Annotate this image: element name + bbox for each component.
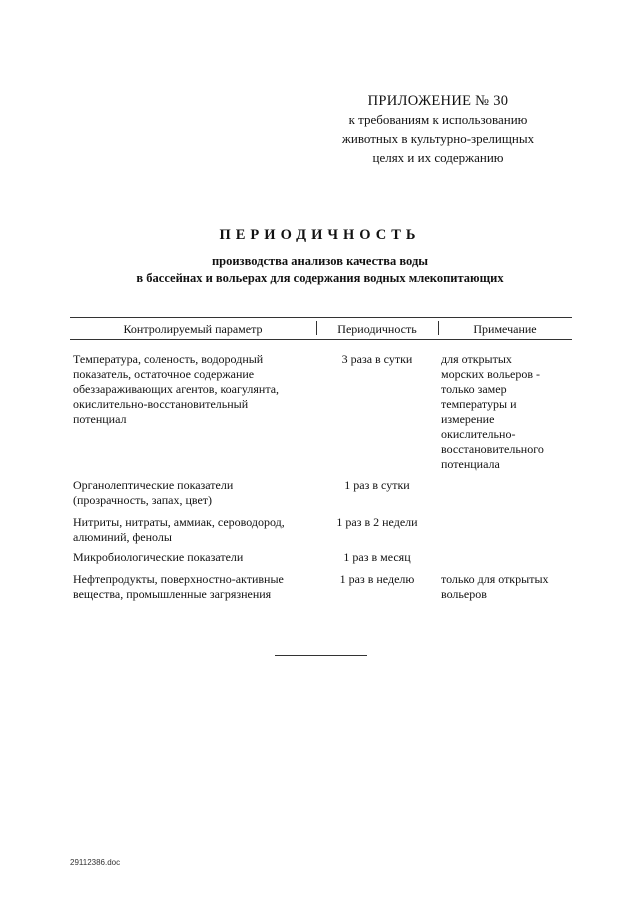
row-frequency: 1 раз в 2 недели xyxy=(336,515,418,529)
table-row xyxy=(70,478,572,510)
subtitle-line: производства анализов качества воды xyxy=(211,254,429,268)
table-top-rule xyxy=(70,317,572,318)
appendix-line: к требованиям к использованию xyxy=(348,112,528,127)
row-parameter xyxy=(73,515,313,545)
row-frequency: 1 раз в сутки xyxy=(344,478,410,492)
row-note xyxy=(441,572,572,602)
table-row xyxy=(70,572,572,604)
header-bottom-rule xyxy=(70,339,572,340)
row-parameter xyxy=(73,550,313,565)
param-line: Микробиологические показатели xyxy=(73,550,244,564)
subtitle-line: в бассейнах и вольерах для содержания водных млекопитающих xyxy=(136,271,504,285)
row-parameter xyxy=(73,352,313,427)
note-line: для открытых xyxy=(441,352,512,366)
note-line: восстановительного xyxy=(441,442,544,456)
param-line: потенциал xyxy=(73,412,127,426)
param-line: окислительно-восстановительный xyxy=(73,397,249,411)
param-line: Нитриты, нитраты, аммиак, сероводород, xyxy=(73,515,285,529)
appendix-block xyxy=(300,92,576,167)
table-row xyxy=(70,515,572,547)
row-frequency: 1 раз в неделю xyxy=(339,572,415,586)
param-line: алюминий, фенолы xyxy=(73,530,172,544)
note-line: измерение xyxy=(441,412,495,426)
end-separator-line xyxy=(275,655,367,656)
param-line: вещества, промышленные загрязнения xyxy=(73,587,272,601)
row-note xyxy=(441,352,572,472)
document-subtitle xyxy=(0,253,640,287)
appendix-line: целях и их содержанию xyxy=(372,150,504,165)
document-title: ПЕРИОДИЧНОСТЬ xyxy=(219,227,421,243)
param-line: обеззараживающих агентов, коагулянта, xyxy=(73,382,280,396)
param-line: Органолептические показатели xyxy=(73,478,234,492)
row-parameter xyxy=(73,572,313,602)
table-row xyxy=(70,550,572,566)
row-frequency: 3 раза в сутки xyxy=(341,352,413,366)
column-header-parameter: Контролируемый параметр xyxy=(123,322,263,336)
param-line: Нефтепродукты, поверхностно-активные xyxy=(73,572,284,586)
appendix-line: животных в культурно-зрелищных xyxy=(341,131,535,146)
note-line: вольеров xyxy=(441,587,487,601)
row-parameter xyxy=(73,478,313,508)
param-line: (прозрачность, запах, цвет) xyxy=(73,493,213,507)
note-line: только для открытых xyxy=(441,572,549,586)
param-line: показатель, остаточное содержание xyxy=(73,367,255,381)
column-header-frequency: Периодичность xyxy=(337,322,417,336)
note-line: окислительно- xyxy=(441,427,516,441)
note-line: морских вольеров - xyxy=(441,367,541,381)
note-line: температуры и xyxy=(441,397,517,411)
param-line: Температура, соленость, водородный xyxy=(73,352,264,366)
file-name-footer: 29112386.doc xyxy=(70,858,121,867)
note-line: потенциала xyxy=(441,457,500,471)
column-header-note: Примечание xyxy=(473,322,537,336)
note-line: только замер xyxy=(441,382,507,396)
table-row xyxy=(70,352,572,474)
row-frequency: 1 раз в месяц xyxy=(343,550,411,564)
appendix-heading: ПРИЛОЖЕНИЕ № 30 xyxy=(367,93,509,109)
